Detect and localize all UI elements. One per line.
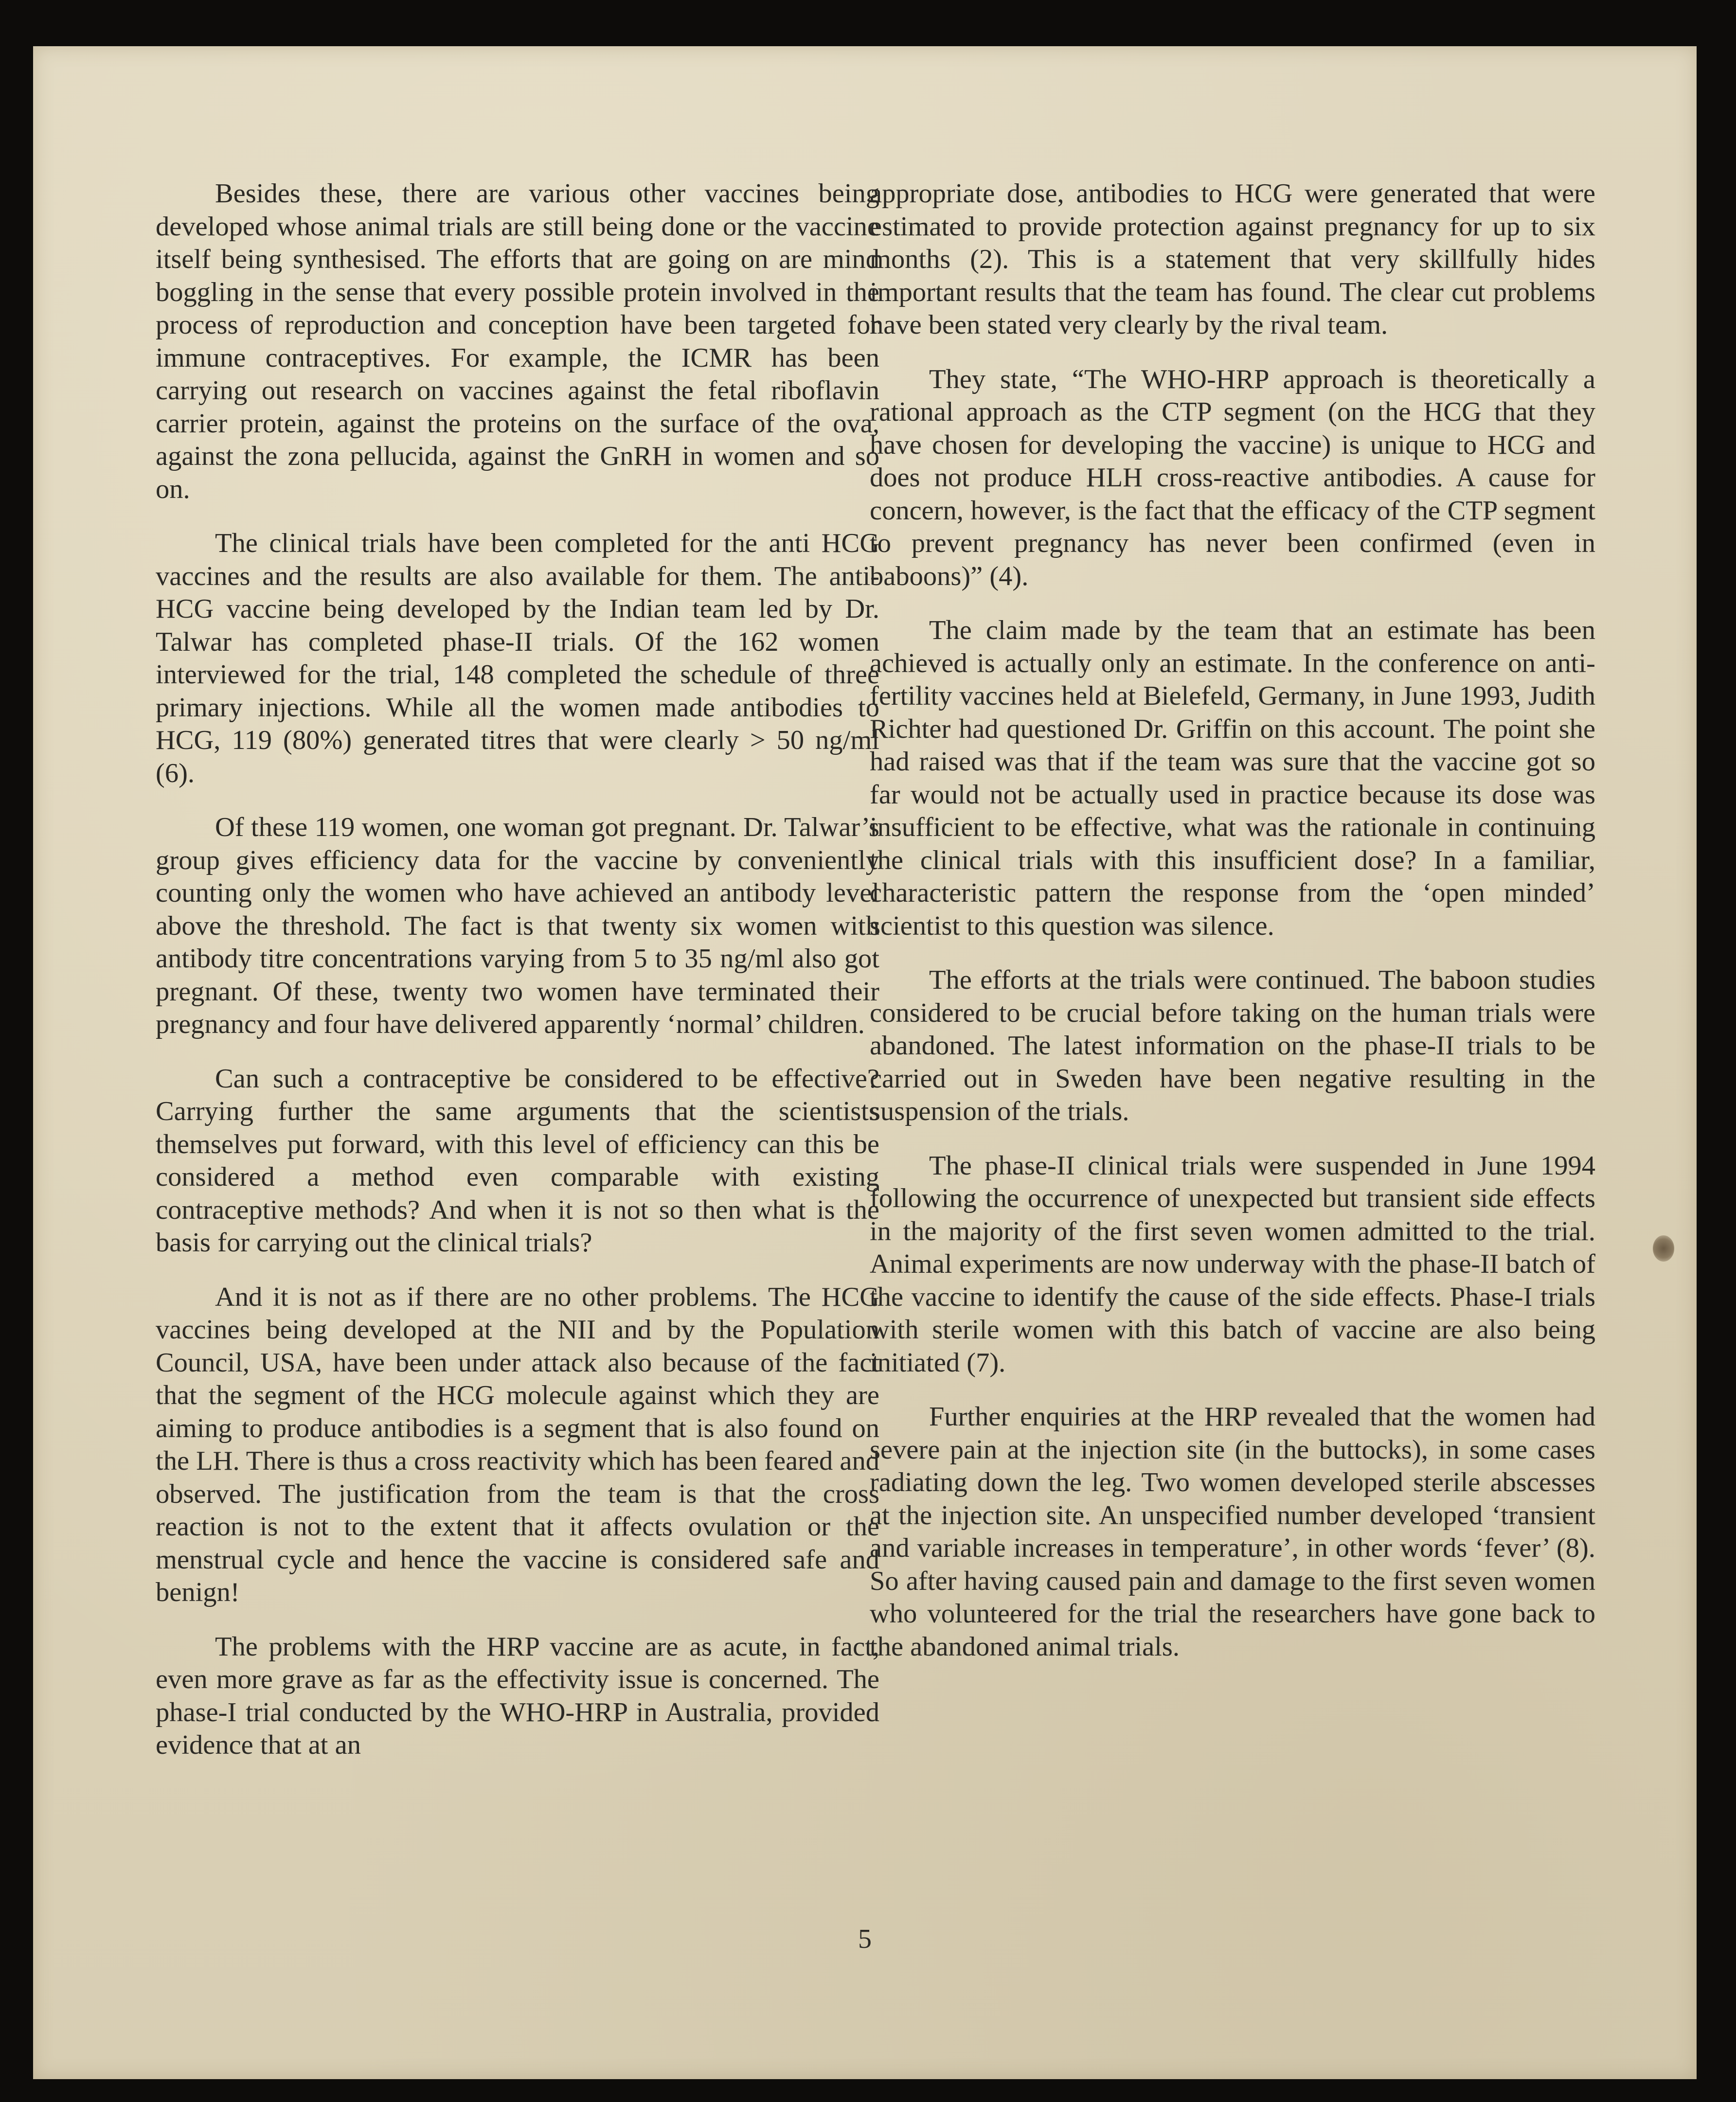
- paragraph: Besides these, there are various other vaccines being developed whose animal trials are still being done or the vaccine itself being synthesised. The efforts that are going on are mind boggling in the sense that every possible protein involved in the process of reproduction and conception have been targeted for immune contraceptives. For example, the ICMR has been carrying out research on vaccines against the fetal riboflavin carrier protein, against the proteins on the surface of the ova, against the zona pellucida, against the GnRH in women and so on.: [156, 178, 879, 504]
- paragraph: Of these 119 women, one woman got pregnant. Dr. Talwar’s group gives efficiency data for the vaccine by conveniently counting only the women who have achieved an antibody level above the threshold. The fact is that twenty six women with antibody titre concentrations varying from 5 to 35 ng/ml also got pregnant. Of these, twenty two women have terminated their pregnancy and four have delivered apparently ‘normal’ children.: [156, 812, 879, 1039]
- paper-stain: [1653, 1235, 1674, 1262]
- paragraph: The phase-II clinical trials were suspended in June 1994 following the occurrence of unexpected but transient side effects in the majority of the first seven women admitted to the trial. Animal experiments are now underway with the phase-II batch of the vaccine to identify the cause of the side effects. Phase-I trials with sterile women with this batch of vaccine are also being initiated (7).: [870, 1150, 1595, 1378]
- left-column: [156, 178, 879, 1783]
- paragraph: The problems with the HRP vaccine are as acute, in fact, even more grave as far as the effectivity issue is concerned. The phase-I trial conducted by the WHO-HRP in Australia, provided evidence that at an: [156, 1631, 879, 1760]
- paragraph: The efforts at the trials were continued. The baboon studies considered to be crucial before taking on the human trials were abandoned. The latest information on the phase-II trials to be carried out in Sweden have been negative resulting in the suspension of the trials.: [870, 965, 1595, 1126]
- page: [33, 46, 1697, 2079]
- paragraph: appropriate dose, antibodies to HCG were generated that were estimated to provide protection against pregnancy for up to six months (2). This is a statement that very skillfully hides important results that the team has found. The clear cut problems have been stated very clearly by the rival team.: [870, 178, 1595, 340]
- paragraph: They state, “The WHO-HRP approach is theoretically a rational approach as the CTP segment (on the HCG that they have chosen for developing the vaccine) is unique to HCG and does not produce HLH cross-reactive antibodies. A cause for concern, however, is the fact that the efficacy of the CTP segment to prevent pregnancy has never been confirmed (even in baboons)” (4).: [870, 364, 1595, 591]
- paragraph: The clinical trials have been completed for the anti HCG vaccines and the results are also available for them. The anti-HCG vaccine being developed by the Indian team led by Dr. Talwar has completed phase-II trials. Of the 162 women interviewed for the trial, 148 completed the schedule of three primary injections. While all the women made antibodies to HCG, 119 (80%) generated titres that were clearly > 50 ng/ml (6).: [156, 528, 879, 788]
- paragraph: And it is not as if there are no other problems. The HCG vaccines being developed at the NII and by the Population Council, USA, have been under attack also because of the fact that the segment of the HCG molecule against which they are aiming to produce antibodies is a segment that is also found on the LH. There is thus a cross reactivity which has been feared and observed. The justification from the team is that the cross reaction is not to the extent that it affects ovulation or the menstrual cycle and hence the vaccine is considered safe and benign!: [156, 1282, 879, 1607]
- paragraph: Further enquiries at the HRP revealed that the women had severe pain at the injection site (in the buttocks), in some cases radiating down the leg. Two women developed sterile abscesses at the injection site. An unspecified number developed ‘transient and variable increases in temperature’, in other words ‘fever’ (8). So after having caused pain and damage to the first seven women who volunteered for the trial the researchers have gone back to the abandoned animal trials.: [870, 1402, 1595, 1662]
- page-number: 5: [858, 1924, 872, 1954]
- paragraph: The claim made by the team that an estimate has been achieved is actually only an estimate. In the conference on anti-fertility vaccines held at Bielefeld, Germany, in June 1993, Judith Richter had questioned Dr. Griffin on this account. The point she had raised was that if the team was sure that the vaccine got so far would not be actually used in practice because its dose was insufficient to be effective, what was the rationale in continuing the clinical trials with this insufficient dose? In a familiar, characteristic pattern the response from the ‘open minded’ scientist to this question was silence.: [870, 615, 1595, 941]
- right-column: [870, 178, 1595, 1685]
- paragraph: Can such a contraceptive be considered to be effective? Carrying further the same arguments that the scientists themselves put forward, with this level of efficiency can this be considered a method even comparable with existing contraceptive methods? And when it is not so then what is the basis for carrying out the clinical trials?: [156, 1063, 879, 1258]
